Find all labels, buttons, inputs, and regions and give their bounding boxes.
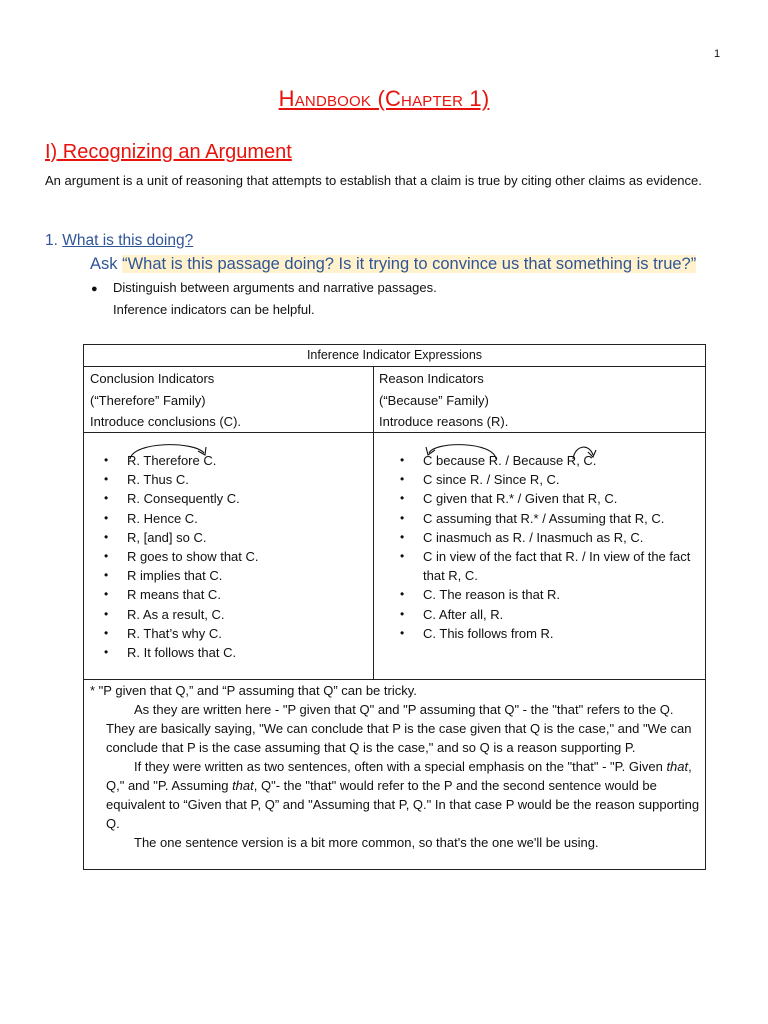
conclusion-header-line: Conclusion Indicators: [90, 371, 215, 386]
conclusion-indicator-list: [100, 451, 368, 662]
list-item: • R. Thus C.: [100, 470, 368, 489]
footnote-paragraph: [90, 757, 700, 833]
list-item: • C. This follows from R.: [396, 624, 696, 643]
list-item: • R. Therefore C.: [100, 451, 368, 470]
bullet-item: [91, 280, 437, 295]
row-divider: [84, 679, 705, 680]
list-item: • R. Hence C.: [100, 509, 368, 528]
list-item: • C. The reason is that R.: [396, 585, 696, 604]
bullet-icon: ●: [91, 283, 98, 295]
page-number: 1: [714, 48, 721, 60]
list-item: • C inasmuch as R. / Inasmuch as R, C.: [396, 528, 696, 547]
conclusion-header-line: Introduce conclusions (C).: [90, 414, 242, 429]
subsection-number: 1.: [45, 232, 58, 249]
inference-note: Inference indicators can be helpful.: [113, 302, 315, 317]
list-item: • C since R. / Since R, C.: [396, 470, 696, 489]
footnote-paragraph: The one sentence version is a bit more common, so that's the one we'll be using.: [134, 835, 599, 850]
conclusion-header-line: (“Therefore” Family): [90, 392, 206, 408]
list-item: • R. Consequently C.: [100, 489, 368, 508]
reason-header-line: Introduce reasons (R).: [379, 414, 509, 429]
list-item: • R goes to show that C.: [100, 547, 368, 566]
footnote-emphasis: that: [232, 778, 254, 793]
list-item: • C in view of the fact that R. / In view of the fact that R, C.: [396, 547, 696, 585]
table-footnote: [90, 681, 700, 852]
ask-label: Ask: [90, 255, 118, 273]
column-divider: [373, 367, 374, 679]
ask-quote: “What is this passage doing? Is it trying to convince us that something is true?”: [122, 255, 697, 273]
conclusion-header: [90, 367, 241, 433]
list-item: • R. As a result, C.: [100, 605, 368, 624]
list-item: • C. After all, R.: [396, 605, 696, 624]
footnote-paragraph: As they are written here - "P given that Q" and "P assuming that Q" - the "that" refers to the Q. They are basically saying, "We can conclude that P is the case given that Q is the case," and "We can conclude that P is the case assuming that Q is the case," and so Q is a reason supporting P.: [106, 702, 692, 755]
subsection-heading: [45, 232, 193, 250]
list-item: • C given that R.* / Given that R, C.: [396, 489, 696, 508]
reason-header-line: (“Because” Family): [379, 392, 489, 408]
inference-table: [83, 344, 706, 870]
list-item: • R implies that C.: [100, 566, 368, 585]
list-item: • R. It follows that C.: [100, 643, 368, 662]
reason-indicator-list: [396, 451, 696, 643]
section-heading: I) Recognizing an Argument: [45, 141, 292, 163]
section-intro: An argument is a unit of reasoning that attempts to establish that a claim is true by citing other claims as evidence.: [45, 173, 702, 188]
list-item: • R, [and] so C.: [100, 528, 368, 547]
list-item: • C assuming that R.* / Assuming that R, C.: [396, 509, 696, 528]
footnote-text: , Q," and "P. Assuming: [106, 759, 692, 793]
footnote-emphasis: that: [666, 759, 689, 774]
list-item: • R. That’s why C.: [100, 624, 368, 643]
list-item: • R means that C.: [100, 585, 368, 604]
table-caption: Inference Indicator Expressions: [84, 345, 705, 367]
reason-header: [379, 367, 508, 433]
page-title: Handbook (Chapter 1): [278, 86, 490, 111]
subsection-title: What is this doing?: [62, 232, 194, 249]
footnote-text: , Q"- the "that" would refer to the P and the second sentence would be equivalent to “Given that P, Q” and "Assuming that P, Q." In that case P would be the reason supporting Q.: [106, 778, 700, 831]
footnote-intro: * "P given that Q,” and “P assuming that Q” can be tricky.: [90, 683, 417, 698]
footnote-text: If they were written as two sentences, often with a special emphasis on the "that" - "P. Given: [134, 759, 667, 774]
ask-prompt: [90, 255, 696, 274]
reason-header-line: Reason Indicators: [379, 371, 484, 386]
list-item: • C because R. / Because R, C.: [396, 451, 696, 470]
bullet-text: Distinguish between arguments and narrative passages.: [113, 280, 437, 295]
